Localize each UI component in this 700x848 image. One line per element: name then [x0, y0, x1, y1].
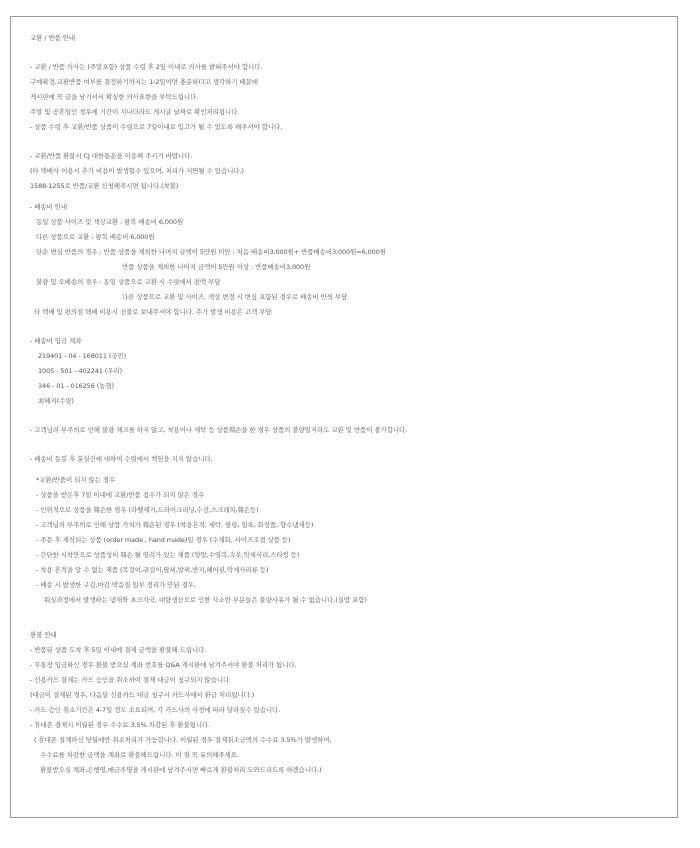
- refund-line: - 무통장 입금하신 경우 환불 받으실 계좌 번호를 Q&A 게시판에 남겨주셔야 환불 처리가 됩니다.: [30, 661, 297, 669]
- shipping-line: 다른 상품으로 교환 및 사이즈, 색상 변경 시 변심 포함된 경우로 배송비 반씩 부담: [122, 293, 348, 301]
- account-line: 1005 - 501 - 402241 (우리): [38, 367, 123, 375]
- refund-line: - 카드 승인 취소기간은 4-7일 정도 소요되며, 각 카드사의 사정에 따라 달라질수 있습니다.: [30, 706, 281, 714]
- shipping-line: [30, 247, 671, 258]
- refund-line: 수수료를 차감한 금액을 계좌로 환불해드립니다. 이 점 꼭 유의해주세요.: [40, 751, 239, 759]
- account-heading: - 배송비 입금 계좌: [30, 337, 82, 345]
- no-return-line: - 인위적으로 상품을 훼손한 경우 (라벨제거,드라이크리닝,수선,스크래치,훼손등): [36, 506, 259, 514]
- no-return-section: [30, 475, 671, 606]
- exchange-intro-line: 구매확정,교환반품 여부를 결정하기까지는 1-2일이면 충분하다고 생각하기 때문에: [30, 78, 258, 86]
- courier-section: [30, 151, 671, 192]
- notice-content: [30, 33, 671, 776]
- no-return-heading: *교환/반품이 되지 않는 경우: [36, 476, 116, 484]
- no-return-line: - 배송 시 발생한 구김,마감 박음질 일부 정리가 안된 경우,: [36, 581, 196, 589]
- defect-note: - 고객님의 부주의로 인해 불량 체크를 하지 않고, 착용이나 세탁 등 상품훼손을 한 경우 상품의 불량일지라도 교환 및 반품이 불가합니다.: [30, 426, 408, 434]
- no-return-line: - 착용 흔적을 알 수 없는 제품 (목걸이,귀걸이,팔찌,발찌,반지,헤어핀,악세사리류 등): [36, 566, 269, 574]
- no-return-line: - 주문 후 제작되는 상품 (order made , hand made)일 경우 (수제화, 사이즈조절 상품 등): [36, 536, 291, 544]
- shipping-line: 다른 상품으로 교환 : 왕복 배송비 6,000원: [36, 233, 155, 241]
- shipping-section: [30, 202, 671, 318]
- refund-line: ( 휴대폰 결제하신 당월에만 취소처리가 가능합니다. 이월된 경우 결제취소금액의 수수료 3.5%가 발생하며,: [34, 736, 332, 744]
- shipping-line: 불량 및 오배송의 경우 : 동일 상품으로 교환 시 수릿에서 전액 부담: [36, 278, 221, 286]
- refund-line: (대금이 결제된 경우, 다음달 신용카드 대금 청구시 카드사에서 환급 처리됩니다.): [30, 691, 255, 699]
- account-section: [30, 336, 671, 407]
- notice-title: 교환 / 반품 안내: [30, 34, 76, 42]
- courier-line: - 교환/반품 환불시 CJ 대한통운을 이용해 주시기 바랍니다.: [30, 152, 193, 160]
- shipping-line: 타 택배 및 편의점 택배 비용시 선불로 보내주셔야 합니다. 추가 발생 비용은 고객 부담: [34, 308, 272, 316]
- refund-line: 환불받으실 계좌,은행명,예금주명을 게시판에 남겨주시면 빠르게 환불처리 도와드리도록 하겠습니다.): [40, 766, 322, 774]
- loss-note: - 배송비 동봉 후 분실건에 대하여 수릿에서 책임을 지지 않습니다.: [30, 455, 213, 463]
- refund-heading: 환불 안내: [30, 631, 57, 639]
- no-return-line: - 상품을 받은후 7일 이내에 교환/반품 접수가 되지 않은 경우: [36, 491, 205, 499]
- exchange-intro-line: 주말 및 공휴일인 경우에 기간이 지나더라도 게시글 날짜로 확인처리됩니다.: [30, 108, 240, 116]
- shipping-line: 동일 상품 사이즈 및 색상교환 : 왕복 배송비 6,000원: [36, 218, 184, 226]
- account-line: 219401 - 04 - 168011 (국민): [38, 352, 127, 360]
- shipping-line: 반품 상품을 제외한 나머지 금액이 5만원 이상 : 반품배송비3,000원: [122, 263, 311, 271]
- no-return-line: - 고객님의 부주의로 인해 상품 가치가 훼손된 경우 (착용흔적, 세탁, 필링, 얼룩, 화장품, 향수냄새등): [36, 521, 314, 529]
- shipping-heading: - 배송비 안내: [30, 203, 68, 211]
- courier-line: 1588-1255로 반품/교환 신청해주시면 됩니다.(착불): [30, 182, 179, 190]
- no-return-line: - 간단한 시착만으로 상품성이 훼손 될 염려가 있는 제품 (양말,수영복,속옷,악세사리,스타킹 등): [36, 551, 300, 559]
- exchange-intro-line: - 교환 / 반품 의사는 (주말포함) 상품 수령 후 2일 이내로 의사를 밝혀주셔야 합니다.: [30, 63, 263, 71]
- account-line: 346 - 01 - 016256 (농협): [38, 382, 114, 390]
- refund-line: - 휴대폰 결제시 이월된 경우 수수료 3.5% 차감된 후 환불됩니다.: [30, 721, 211, 729]
- refund-line: - 반품된 상품 도착 후 5일 이내에 결제 금액을 환불해 드립니다.: [30, 646, 207, 654]
- exchange-intro-line: - 상품 수령 후 교환/반품 상품이 수릿으로 7일이내로 입고가 될 수 있도록 해주셔야 합니다.: [30, 123, 283, 131]
- no-return-line: 워싱과정에서 발생하는 냄새와 초크자국, 대량생산으로 인한 사소한 부분들은 불량사유가 될 수 없습니다.(실밥 포함): [44, 596, 367, 604]
- refund-line: - 신용카드 결제는 카드 승인을 취소하여 결제 대금이 청구되지 않습니다.: [30, 676, 232, 684]
- account-line: 최혜지(수릿): [38, 397, 74, 405]
- exchange-intro-section: [30, 62, 671, 133]
- courier-line: (타 택배사 이용시 추가 비용이 발생할수 있으며, 처리가 지연될 수 있습니다.): [30, 167, 244, 175]
- refund-section: [30, 630, 671, 776]
- shipping-line-text: 단순 변심 반품의 경우 : 반품 상품을 제외한 나머지 금액이 5만원 미만 : 처음 배송비3,000원+ 반품배송비3,000원=6,000원: [36, 248, 386, 256]
- exchange-intro-line: 게시판에 꼭 글을 남기셔서 확실한 의사표현을 부탁드립니다.: [30, 93, 199, 101]
- notice-box: [10, 16, 678, 818]
